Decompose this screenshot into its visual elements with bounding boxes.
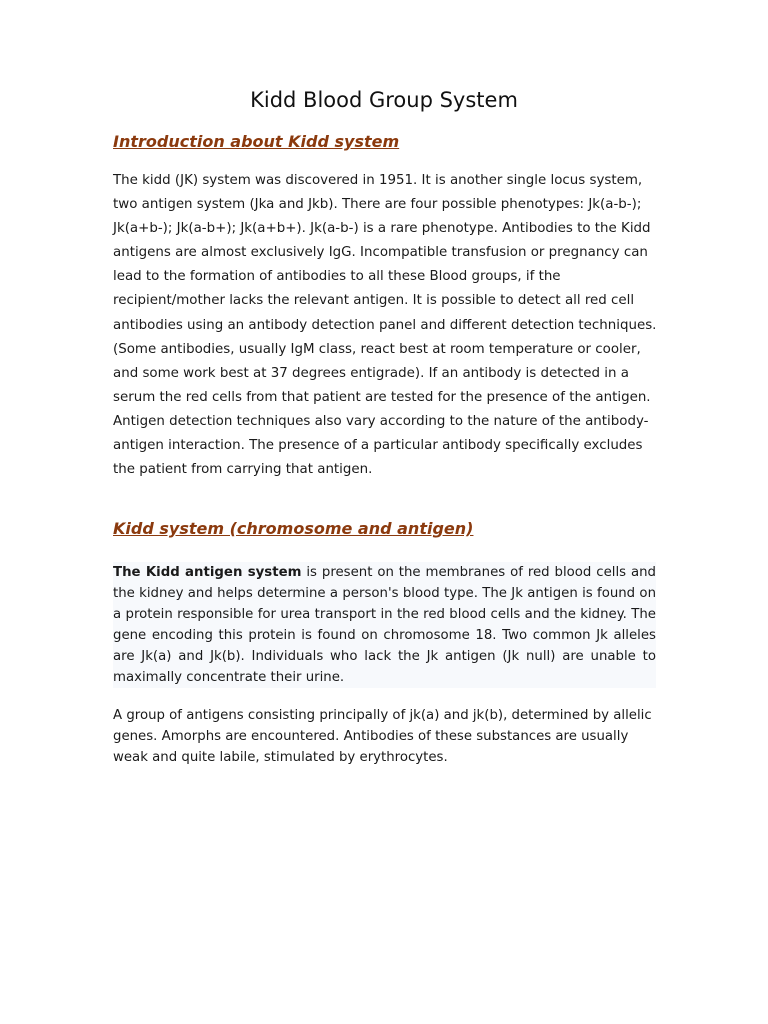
antigen-group-paragraph: A group of antigens consisting principally of jk(a) and jk(b), determined by allelic genes. Amorphs are encountered. Antibodies of these substances are usually weak and quite labile, stimulated by erythrocytes. <box>113 708 652 765</box>
kidd-antigen-paragraph <box>113 562 656 688</box>
section-heading-chromosome-antigen: Kidd system (chromosome and antigen) <box>113 519 474 538</box>
document-title: Kidd Blood Group System <box>250 88 518 112</box>
section-heading-introduction: Introduction about Kidd system <box>113 132 400 151</box>
kidd-antigen-system-term: The Kidd antigen system <box>113 565 302 580</box>
introduction-paragraph: The kidd (JK) system was discovered in 1951. It is another single locus system, two antigen system (Jka and Jkb). There are four possible phenotypes: Jk(a-b-); Jk(a+b-); Jk(a-b+); Jk(a+b+). Jk(a-b-) is a rare phenotype. Antibodies to the Kidd antigens are almost exclusively IgG. Incompatible transfusion or pregnancy can lead to the formation of antibodies to all these Blood groups, if the recipient/mother lacks the relevant antigen. It is possible to detect all red cell antibodies using an antibody detection panel and different detection techniques. (Some antibodies, usually IgM class, react best at room temperature or cooler, and some work best at 37 degrees entigrade). If an antibody is detected in a serum the red cells from that patient are tested for the presence of the antigen. Antigen detection techniques also vary according to the nature of the antibody-antigen interaction. The presence of a particular antibody specifically excludes the patient from carrying that antigen. <box>113 173 657 478</box>
kidd-antigen-description: is present on the membranes of red blood cells and the kidney and helps determine a person's blood type. The Jk antigen is found on a protein responsible for urea transport in the red blood cells and the kidney. The gene encoding this protein is found on chromosome 18. Two common Jk alleles are Jk(a) and Jk(b). Individuals who lack the Jk antigen (Jk null) are unable to maximally concentrate their urine. <box>113 565 656 685</box>
